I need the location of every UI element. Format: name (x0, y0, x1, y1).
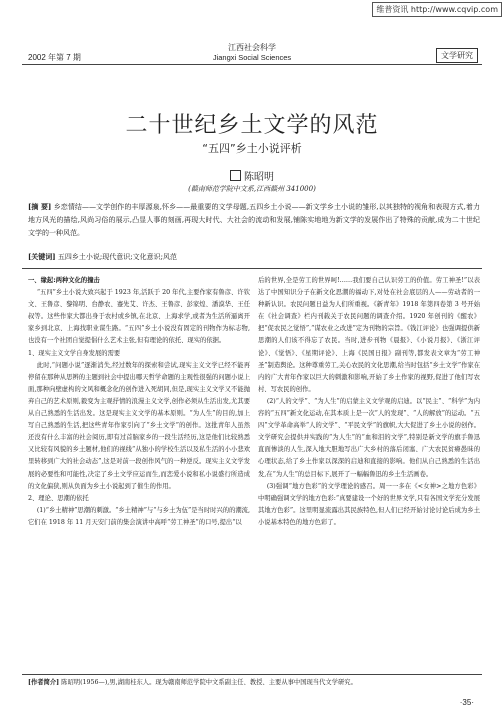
journal-name-cn: 江西社会科学 (228, 43, 276, 52)
body-column-right (258, 275, 480, 529)
abstract (28, 200, 480, 240)
author-name: 陈昭明 (0, 168, 504, 183)
page-number: ·35· (459, 698, 474, 707)
issue-label: 2002 年第 7 期 (28, 53, 81, 62)
footnote-rule (22, 674, 482, 675)
keywords (28, 252, 480, 262)
paragraph: (1)“乡土精神”思潮的刺激。“乡土精神”与“与乡土为伍”是当时时兴的的潮流,它们在 1918 年 11 月天安门前的集会演讲中高呼“劳工神圣”的口号,提出“以 (28, 506, 250, 526)
section-badge: 文学研究 (436, 48, 478, 63)
abstract-label: [摘 要] (28, 202, 52, 211)
abstract-rule (22, 268, 482, 269)
article-subtitle: “五四”乡土小说评析 (202, 142, 302, 155)
keywords-text: 五四乡土小说;现代意识;文化意识;风范 (57, 253, 177, 261)
watermark: 维普资讯 http://www.cqvip.com (372, 2, 502, 17)
abstract-text: 乡恋情结——文学创作的丰厚源泉,怀乡——最重要的文学母题,五四乡土小说——新文学乡土小说的雏形,以其独特的视角和表现方式,着力地方风光的描绘,风尚习俗的展示,凸显人事的刻画,再现大时代、大社会的流动和发展,铺陈实地地为新文学的发展作出了特殊的贡献,成为二十世纪文学的一种风范。 (28, 203, 481, 237)
journal-name-en: Jiangxi Social Sciences (212, 53, 292, 62)
body-column-left (28, 275, 250, 529)
article-title: 二十世纪乡土文学的风范 (125, 113, 379, 138)
subsection-heading: 1、现实主义文学自身发展的需要 (28, 349, 121, 357)
header-rule (22, 64, 482, 65)
author-note-label: [作者简介] (28, 679, 60, 686)
author-box-icon (230, 170, 241, 181)
author-affiliation: (赣南师范学院中文系,江西赣州 341000) (188, 185, 316, 193)
section-heading: 一、缘起:两种文化的撞击 (28, 277, 100, 284)
author-note-text: 陈昭明(1956—),男,湖南桂东人。现为赣南师范学院中文系副主任、教授、主要从事中国现当代文学研究。 (61, 679, 357, 686)
paragraph: 后的世界,全是劳工的世界呵!……我们要自己认识劳工的价值。劳工神圣!”以表达了中国知识分子在新文化思潮的福动下,对处在社会底层的人——劳动者的一种新认识。农民问题日益为人们所重视。《新青年》1918 年第四卷第 3 号开始在《社会调查》栏内刊载关于农民问题的调查介绍。1920 年创刊的《醒农》把“促农民之觉悟”,“谋农业之改进”定为刊物的宗旨。《钱江评论》也强调提供新思潮的人们该不得忘了农民。当时,进步刊物《晨报》、《小说月报》、《浙江评论》、《觉悟》、《星期评论》、上海《民国日报》副刊等,都发表文章为“劳工神圣”制造舆论。这种尊重劳工,关心农民的文化思潮,给当时包括“乡土文学”作家在内的广大青年作家以巨大的刺激和影响,开始了乡土作家的视野,促进了他们写农村、写农民的创作。 (258, 277, 480, 393)
journal-header (0, 43, 504, 63)
author-note (28, 677, 480, 686)
paragraph: (2)“人的文学”、“为人生”的启蒙主义文学观的启迪。以“民主”、“科学”为内容的“五四”新文化运动,在其本质上是一次“人的发现”、“人的解放”的运动。“五四”文学革命高举“人的文学”、“平民文学”的旗帜,大大促进了乡土小说的创作。文学研究会提供并实践的“为人生”的“血和泪的文学”,特别是新文学的旗手鲁迅直面惨淡的人生,深入地大胆地写出广大乡村的落后闭塞、广大农民贫瘠愚昧的心理状态,给了乡土作家以深深的启迪和直接的影响。他们从自己熟悉的生活出发,在“为人生”的总目标下,展开了一幅幅鲁迅的乡土生活画卷。 (258, 397, 480, 478)
keywords-label: [关键词] (28, 252, 56, 261)
paragraph: 此时,“问题小说”逐渐消失,经过数年的探索和尝试,现实主义文学已经不能再停留在那种从思辨的主题到社会中提出哪天哲学命题的主观性很强的问题小说上面,那种向壁虚构的文风和概念化的创作进入死胡同,但是,现实主义文学又不能抛弃自己的艺术原则,毅变为主观抒情的浪漫主义文学,创作必须从生活出发,尤其要从自己熟悉的生活出发。这是现实主义文学的基本原则。“为人生”的目的,加上写自己熟悉的生活,把这些青年作家引向了“乡土文学”的创作。这批青年人虽然还没有什么丰富的社会阅历,即有过首脑家乡的一段生活经历,这是他们比较熟悉又比较有风貌的乡土题材,他们的视线“从独小的学校生活以及私生活的小小悲欢里转移到广大的社会动态”,这是对前一段创作风气的一种逆反。现实主义文学发展的必要性和可能性,决定了乡土文学应运而生,而恋爱小说和私小说盛行所造成的文化偏狭,则从负面为乡土小说起到了催生的作用。 (28, 361, 250, 490)
paragraph: “五四”乡土小说大致兴起于 1923 年,活跃于 20 年代,主要作家有鲁彦、许钦文、王鲁彦、黎锦明、台静农、蹇先艾、许杰、王鲁彦、彭家煌、潘漠华、王任叔等。这些作家大都出身于农村或乡镇,在北京、上海求学,或者为生活所逼离开家乡到北京、上海找职业谋生路。“五四”乡土小说没有固定的刊物作为标志物,也没有一个社团自觉提倡什么艺术主张,但有理论的依托、现实的依据。 (28, 289, 250, 345)
subsection-heading: 2、理论、思潮的依托 (28, 494, 89, 502)
paragraph: (3)强调“地方色彩”的文学理论的感召。周一一多在《<女神>之地方色彩》中明确强调文学的地方色彩:“真要建设一个好的世界文学,只有各国文学充分发展其地方色彩”。这里明显流露出其民族特色,但人们已经开始讨论讨论后成为乡土小说基本特色的地方色彩了。 (258, 482, 480, 526)
